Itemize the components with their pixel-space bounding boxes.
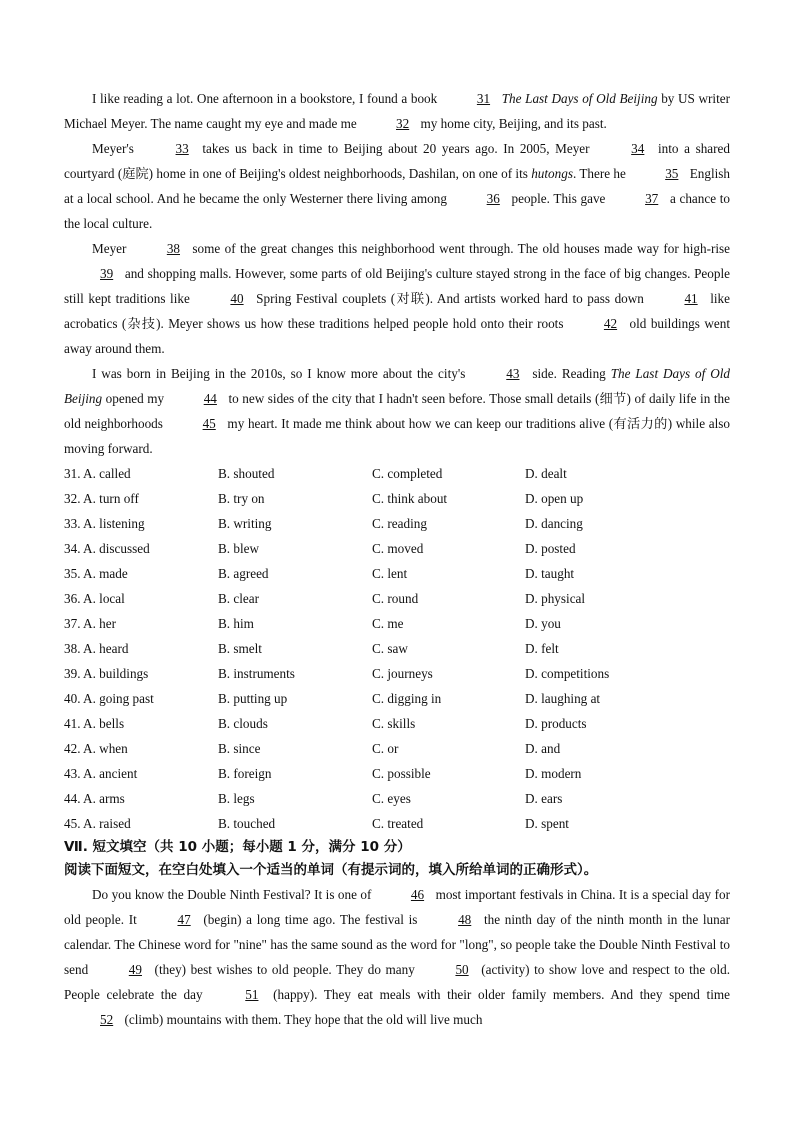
- option-d[interactable]: D. spent: [525, 816, 569, 831]
- option-row-33: [64, 511, 730, 536]
- text: old buildings went away around them.: [64, 316, 730, 356]
- text: Meyer's: [92, 141, 140, 156]
- option-d[interactable]: D. taught: [525, 566, 575, 581]
- option-b[interactable]: B. try on: [218, 491, 265, 506]
- blank-52[interactable]: 52: [100, 1012, 114, 1027]
- options-list: [64, 461, 730, 836]
- text: people. This gave: [507, 191, 610, 206]
- option-row-39: [64, 661, 730, 686]
- text: like acrobatics (杂技). Meyer shows us how these traditions helped people hold onto their roots: [64, 291, 730, 331]
- blank-48[interactable]: 48: [458, 912, 472, 927]
- text: side. Reading: [527, 366, 611, 381]
- option-c[interactable]: C. digging in: [372, 691, 442, 706]
- text: the ninth day of the ninth month in the lunar calendar. The Chinese word for "nine" has the same sound as the word for "long", so people take the Double Ninth Festival to send: [64, 912, 730, 977]
- option-row-35: [64, 561, 730, 586]
- option-d[interactable]: D. laughing at: [525, 691, 601, 706]
- option-row-37: [64, 611, 730, 636]
- text: some of the great changes this neighborhood went through. The old houses made way for high-rise: [188, 241, 730, 256]
- text: I like reading a lot. One afternoon in a bookstore, I found a book: [92, 91, 441, 106]
- text: . There he: [572, 166, 630, 181]
- option-b[interactable]: B. since: [218, 741, 261, 756]
- blank-36[interactable]: 36: [486, 191, 500, 206]
- option-d[interactable]: D. felt: [525, 641, 559, 656]
- option-a[interactable]: 45. A. raised: [64, 816, 131, 831]
- option-b[interactable]: B. agreed: [218, 566, 269, 581]
- blank-51[interactable]: 51: [245, 987, 259, 1002]
- blank-32[interactable]: 32: [396, 116, 410, 131]
- passage2-paragraph: [64, 882, 730, 1032]
- blank-34[interactable]: 34: [631, 141, 645, 156]
- passage1-paragraph1: [64, 86, 730, 136]
- option-c[interactable]: C. treated: [372, 816, 424, 831]
- option-d[interactable]: D. dealt: [525, 466, 567, 481]
- option-a[interactable]: 41. A. bells: [64, 716, 125, 731]
- blank-40[interactable]: 40: [230, 291, 244, 306]
- option-b[interactable]: B. legs: [218, 791, 255, 806]
- option-a[interactable]: 37. A. her: [64, 616, 117, 631]
- book-title: The Last Days of Old Beijing: [501, 91, 658, 106]
- section7-heading: Ⅶ. 短文填空（共 10 小题；每小题 1 分，满分 10 分）: [64, 839, 411, 855]
- option-c[interactable]: C. me: [372, 616, 404, 631]
- blank-44[interactable]: 44: [203, 391, 217, 406]
- option-d[interactable]: D. you: [525, 616, 561, 631]
- option-c[interactable]: C. think about: [372, 491, 448, 506]
- option-b[interactable]: B. putting up: [218, 691, 288, 706]
- option-row-34: [64, 536, 730, 561]
- option-d[interactable]: D. and: [525, 741, 561, 756]
- option-c[interactable]: C. or: [372, 741, 399, 756]
- option-row-40: [64, 686, 730, 711]
- option-a[interactable]: 38. A. heard: [64, 641, 129, 656]
- passage1-paragraph2: [64, 136, 730, 236]
- option-row-45: [64, 811, 730, 836]
- option-c[interactable]: C. round: [372, 591, 419, 606]
- blank-43[interactable]: 43: [506, 366, 520, 381]
- text: a chance to the local culture.: [64, 191, 730, 231]
- option-d[interactable]: D. dancing: [525, 516, 583, 531]
- option-a[interactable]: 33. A. listening: [64, 516, 145, 531]
- option-b[interactable]: B. writing: [218, 516, 272, 531]
- option-d[interactable]: D. competitions: [525, 666, 610, 681]
- option-b[interactable]: B. clear: [218, 591, 260, 606]
- option-d[interactable]: D. open up: [525, 491, 584, 506]
- text: into a shared courtyard (庭院) home in one of Beijing's oldest neighborhoods, Dashilan, on one of its: [64, 141, 730, 181]
- option-d[interactable]: D. physical: [525, 591, 586, 606]
- option-b[interactable]: B. blew: [218, 541, 260, 556]
- blank-45[interactable]: 45: [202, 416, 216, 431]
- option-a[interactable]: 42. A. when: [64, 741, 128, 756]
- text: Do you know the Double Ninth Festival? It is one of: [92, 887, 375, 902]
- text: to new sides of the city that I hadn't seen before. Those small details (细节) of daily life in the old neighborhoods: [64, 391, 730, 431]
- passage1-paragraph4: [64, 361, 730, 461]
- text: Spring Festival couplets (对联). And artists worked hard to pass down: [251, 291, 649, 306]
- blank-46[interactable]: 46: [410, 887, 425, 902]
- text: I was born in Beijing in the 2010s, so I know more about the city's: [92, 366, 471, 381]
- option-c[interactable]: C. skills: [372, 716, 416, 731]
- text: (they) best wishes to old people. They do many: [149, 962, 420, 977]
- blank-42[interactable]: 42: [603, 316, 618, 331]
- text: (activity) to show love and respect to the old. People celebrate the day: [64, 962, 730, 1002]
- option-c[interactable]: C. completed: [372, 466, 443, 481]
- option-a[interactable]: 43. A. ancient: [64, 766, 138, 781]
- option-a[interactable]: 31. A. called: [64, 466, 131, 481]
- blank-47[interactable]: 47: [177, 912, 191, 927]
- option-b[interactable]: B. clouds: [218, 716, 268, 731]
- option-c[interactable]: C. possible: [372, 766, 431, 781]
- option-b[interactable]: B. instruments: [218, 666, 295, 681]
- blank-39[interactable]: 39: [100, 266, 114, 281]
- option-row-31: [64, 461, 730, 486]
- passage1-paragraph3: [64, 236, 730, 361]
- blank-41[interactable]: 41: [684, 291, 698, 306]
- text: (happy). They eat meals with their older family members. And they spend time: [266, 987, 730, 1002]
- text: opened my: [102, 391, 168, 406]
- option-c[interactable]: C. eyes: [372, 791, 411, 806]
- option-c[interactable]: C. lent: [372, 566, 408, 581]
- text: (begin) a long time ago. The festival is: [198, 912, 423, 927]
- text: takes us back in time to Beijing about 20 years ago. In 2005, Meyer: [196, 141, 596, 156]
- option-c[interactable]: C. reading: [372, 516, 427, 531]
- option-a[interactable]: 32. A. turn off: [64, 491, 139, 506]
- option-row-38: [64, 636, 730, 661]
- hutongs-word: hutongs: [531, 166, 573, 181]
- text: (climb) mountains with them. They hope that the old will live much: [121, 1012, 483, 1027]
- text: English at a local school. And he became the only Westerner there living among: [64, 166, 730, 206]
- option-a[interactable]: 44. A. arms: [64, 791, 125, 806]
- option-d[interactable]: D. ears: [525, 791, 563, 806]
- option-row-36: [64, 586, 730, 611]
- blank-33[interactable]: 33: [175, 141, 189, 156]
- option-a[interactable]: 36. A. local: [64, 591, 125, 606]
- option-c[interactable]: C. journeys: [372, 666, 433, 681]
- option-b[interactable]: B. touched: [218, 816, 276, 831]
- option-row-42: [64, 736, 730, 761]
- option-d[interactable]: D. posted: [525, 541, 576, 556]
- book-title: The Last Days of Old Beijing: [64, 366, 730, 406]
- option-b[interactable]: B. shouted: [218, 466, 275, 481]
- section7-instruction: 阅读下面短文，在空白处填入一个适当的单词（有提示词的，填入所给单词的正确形式）。: [64, 862, 598, 878]
- option-row-43: [64, 761, 730, 786]
- text: most important festivals in China. It is a special day for old people. It: [64, 887, 730, 927]
- blank-31[interactable]: 31: [476, 91, 491, 106]
- text: and shopping malls. However, some parts of old Beijing's culture stayed strong in the face of big changes. People still kept traditions like: [64, 266, 730, 306]
- text: Meyer: [92, 241, 131, 256]
- option-a[interactable]: 34. A. discussed: [64, 541, 150, 556]
- exam-page: [64, 86, 730, 1032]
- option-b[interactable]: B. him: [218, 616, 254, 631]
- option-d[interactable]: D. products: [525, 716, 587, 731]
- option-row-41: [64, 711, 730, 736]
- blank-50[interactable]: 50: [455, 962, 469, 977]
- option-a[interactable]: 39. A. buildings: [64, 666, 149, 681]
- option-a[interactable]: 35. A. made: [64, 566, 128, 581]
- option-a[interactable]: 40. A. going past: [64, 691, 154, 706]
- option-row-32: [64, 486, 730, 511]
- option-c[interactable]: C. saw: [372, 641, 408, 656]
- text: my home city, Beijing, and its past.: [417, 116, 607, 131]
- text: my heart. It made me think about how we can keep our traditions alive (有活力的) while also moving forward.: [64, 416, 730, 456]
- blank-35[interactable]: 35: [665, 166, 679, 181]
- option-b[interactable]: B. smelt: [218, 641, 262, 656]
- blank-37[interactable]: 37: [645, 191, 659, 206]
- option-row-44: [64, 786, 730, 811]
- text: by US writer Michael Meyer. The name caught my eye and made me: [64, 91, 730, 131]
- option-c[interactable]: C. moved: [372, 541, 424, 556]
- blank-49[interactable]: 49: [128, 962, 142, 977]
- option-b[interactable]: B. foreign: [218, 766, 272, 781]
- blank-38[interactable]: 38: [166, 241, 180, 256]
- option-d[interactable]: D. modern: [525, 766, 582, 781]
